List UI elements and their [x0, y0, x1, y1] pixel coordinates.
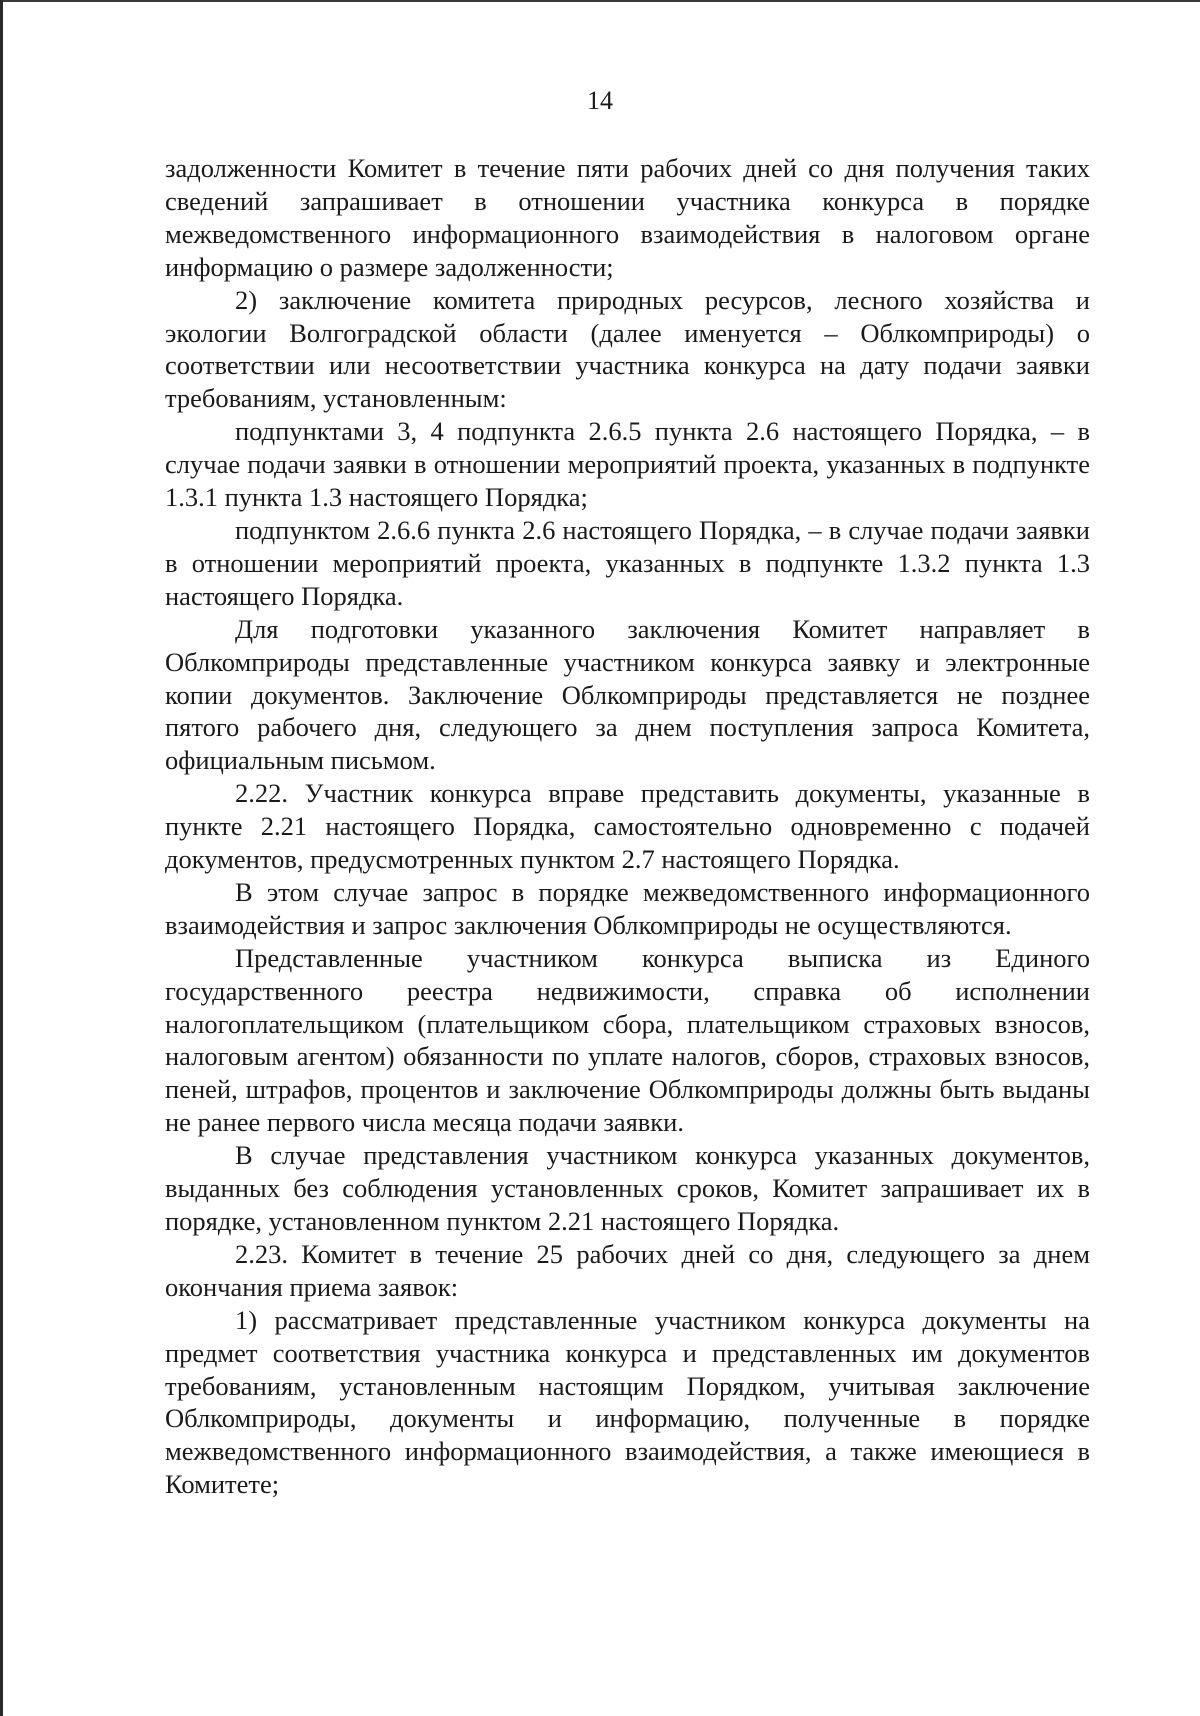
paragraph-8: Представленные участником конкурса выписка из Единого государственного реестра недвижимости, справка об исполнении налогоплательщиком (плательщиком сбора, плательщиком страховых взносов, налоговым агентом) обязанности по уплате налогов, сборов, страховых взносов, пеней, штрафов, процентов и заключение Облкомприроды должны быть выданы не ранее первого числа месяца подачи заявки. — [165, 942, 1090, 1138]
paragraph-6: 2.22. Участник конкурса вправе представить документы, указанные в пункте 2.21 настоящего Порядка, самостоятельно одновременно с подачей документов, предусмотренных пунктом 2.7 настоящего Порядка. — [165, 778, 1090, 875]
paragraph-7: В этом случае запрос в порядке межведомственного информационного взаимодействия и запрос заключения Облкомприроды не осуществляются. — [165, 876, 1090, 940]
paragraph-11: 1) рассматривает представленные участником конкурса документы на предмет соответствия участника конкурса и представленных им документов требованиям, установленным настоящим Порядком, учитывая заключение Облкомприроды, документы и информацию, полученные в порядке межведомственного информационного взаимодействия, а также имеющиеся в Комитете; — [165, 1304, 1090, 1500]
paragraph-3: подпунктами 3, 4 подпункта 2.6.5 пункта 2.6 настоящего Порядка, – в случае подачи заявки в отношении мероприятий проекта, указанных в подпункте 1.3.1 пункта 1.3 настоящего Порядка; — [165, 416, 1090, 513]
paragraph-4: подпунктом 2.6.6 пункта 2.6 настоящего Порядка, – в случае подачи заявки в отношении мероприятий проекта, указанных в подпункте 1.3.2 пункта 1.3 настоящего Порядка. — [165, 514, 1090, 611]
paragraph-1: задолженности Комитет в течение пяти рабочих дней со дня получения таких сведений запрашивает в отношении участника конкурса в порядке межведомственного информационного взаимодействия в налоговом органе информацию о размере задолженности; — [165, 153, 1090, 282]
scan-edge-left — [0, 0, 3, 1716]
paragraph-5: Для подготовки указанного заключения Комитет направляет в Облкомприроды представленные участником конкурса заявку и электронные копии документов. Заключение Облкомприроды представляется не позднее пятого рабочего дня, следующего за днем поступления запроса Комитета, официальным письмом. — [165, 613, 1090, 776]
paragraph-10: 2.23. Комитет в течение 25 рабочих дней со дня, следующего за днем окончания приема заявок: — [165, 1238, 1090, 1302]
paragraph-9: В случае представления участником конкурса указанных документов, выданных без соблюдения установленных сроков, Комитет запрашивает их в порядке, установленном пунктом 2.21 настоящего Порядка. — [165, 1140, 1090, 1236]
paragraph-2: 2) заключение комитета природных ресурсов, лесного хозяйства и экологии Волгоградской области (далее именуется – Облкомприроды) о соответствии или несоответствии участника конкурса на дату подачи заявки требованиям, установленным: — [165, 284, 1090, 414]
scan-edge-top — [0, 0, 1200, 2]
page-number: 14 — [587, 86, 613, 115]
document-body — [165, 152, 1090, 1501]
